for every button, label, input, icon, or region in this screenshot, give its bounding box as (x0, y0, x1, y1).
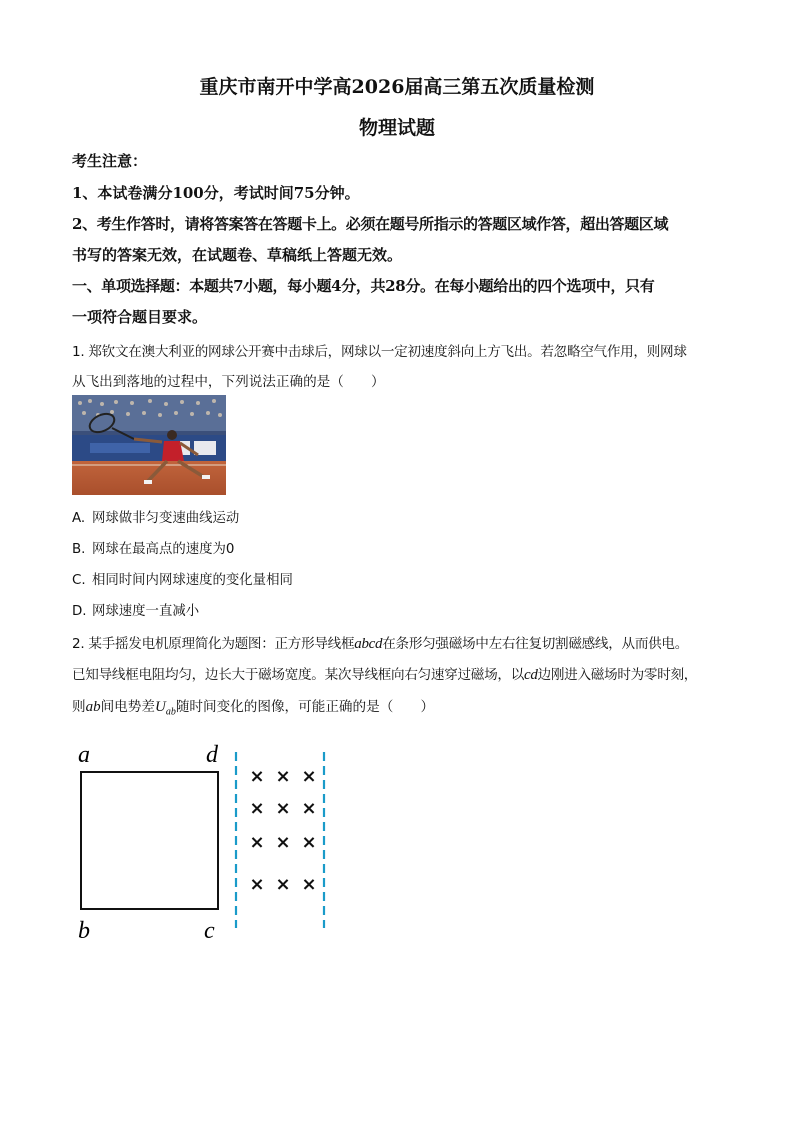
q2-line-3-post: 随时间变化的图像，可能正确的是（ ） (175, 699, 435, 715)
option-c-text: 相同时间内网球速度的变化量相同 (92, 573, 293, 588)
notice-item-2-line-1: 2、考生作答时，请将答案答在答题卡上。必须在题号所指示的答题区域作答，超出答题区域 (72, 215, 669, 233)
corner-label-a: a (78, 742, 90, 768)
tennis-player-photo (72, 395, 226, 495)
square-wire-frame (81, 772, 218, 909)
field-cross: × (275, 832, 291, 853)
corner-label-b: b (78, 918, 90, 944)
frame-name-abcd: abcd (354, 636, 383, 652)
field-cross: × (301, 798, 317, 819)
question-1-line-2: 从飞出到落地的过程中，下列说法正确的是（ ） (72, 374, 385, 390)
field-cross: × (301, 832, 317, 853)
exam-title: 重庆市南开中学高2026届高三第五次质量检测 (199, 76, 595, 98)
voltage-symbol-u: U (154, 699, 166, 715)
option-b-text: 网球在最高点的速度为0 (92, 542, 235, 557)
q2-line-1-pre: 2. 某手摇发电机原理简化为题图：正方形导线框 (72, 636, 355, 652)
field-cross: × (249, 798, 265, 819)
option-b-label: B. (72, 542, 86, 557)
exam-subtitle: 物理试题 (358, 117, 435, 139)
field-cross: × (275, 766, 291, 787)
voltage-subscript-ab: ab (165, 706, 176, 718)
edge-name-ab: ab (85, 699, 101, 715)
field-cross: × (275, 798, 291, 819)
question-1-option-d[interactable] (72, 600, 732, 619)
question-1-line-1: 1. 郑钦文在澳大利亚的网球公开赛中击球后，网球以一定初速度斜向上方飞出。若忽略空气作用，则网球 (72, 344, 687, 360)
q2-line-3-pre: 则 (72, 699, 86, 715)
q2-line-2-pre: 已知导线框电阻均匀，边长大于磁场宽度。某次导线框向右匀速穿过磁场，以 (72, 667, 524, 683)
option-d-label: D. (72, 604, 87, 619)
option-d-text: 网球速度一直减小 (92, 604, 200, 619)
field-cross: × (301, 874, 317, 895)
question-1-option-c[interactable] (72, 569, 732, 588)
notice-item-2-line-2: 书写的答案无效，在试题卷、草稿纸上答题无效。 (72, 246, 403, 264)
magnetic-field-into-page (249, 766, 316, 895)
q2-line-1-post: 在条形匀强磁场中左右往复切割磁感线，从而供电。 (382, 636, 688, 652)
frame-and-field-diagram (70, 738, 340, 948)
question-2-line-2 (72, 663, 732, 684)
question-1-option-b[interactable] (72, 538, 732, 557)
field-cross: × (249, 766, 265, 787)
notice-heading: 考生注意： (72, 152, 148, 170)
field-cross: × (249, 874, 265, 895)
question-1-option-a[interactable] (72, 507, 732, 526)
question-2-line-1 (72, 632, 732, 653)
q2-line-2-post: 边刚进入磁场时为零时刻， (537, 667, 698, 683)
option-a-label: A. (72, 511, 86, 526)
q2-line-3-mid: 间电势差 (100, 699, 155, 715)
option-c-label: C. (72, 573, 86, 588)
corner-label-c: c (204, 918, 215, 944)
field-cross: × (249, 832, 265, 853)
corner-label-d: d (206, 742, 218, 768)
edge-name-cd: cd (524, 667, 538, 683)
option-a-text: 网球做非匀变速曲线运动 (92, 511, 240, 526)
notice-item-1: 1、本试卷满分100分，考试时间75分钟。 (72, 184, 360, 202)
field-cross: × (275, 874, 291, 895)
question-2-line-3 (72, 695, 732, 718)
section-heading-line-2: 一项符合题目要求。 (72, 308, 208, 326)
field-cross: × (301, 766, 317, 787)
section-heading-line-1: 一、单项选择题：本题共7小题，每小题4分，共28分。在每小题给出的四个选项中，只有 (72, 277, 655, 295)
